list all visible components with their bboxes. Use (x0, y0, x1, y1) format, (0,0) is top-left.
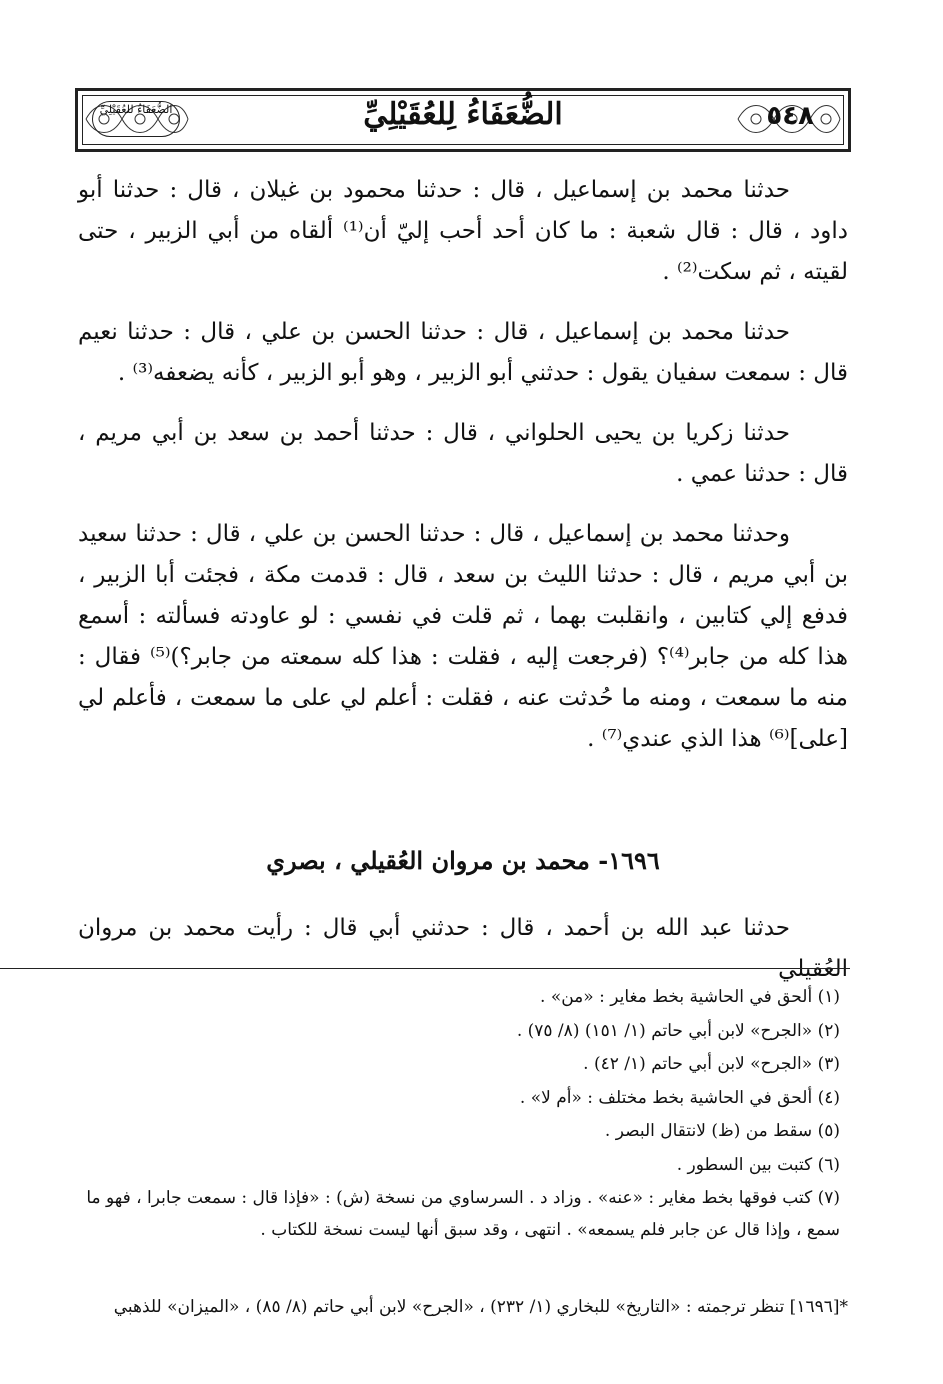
book-title: الضُّعَفَاءُ لِلعُقَيْلِيِّ (363, 97, 563, 132)
main-text (78, 170, 848, 779)
footnote-divider (0, 968, 850, 969)
biography-note: *[١٦٩٦] تنظر ترجمته : «التاريخ» للبخاري (١/ ٢٣٢) ، «الجرح» لابن أبي حاتم (٨/ ٨٥) ، «الميزان» للذهبي (113, 1297, 848, 1317)
page-number: ٥٤٨ (766, 101, 814, 131)
entry-heading: ١٦٩٦- محمد بن مروان العُقيلي ، بصري (266, 846, 660, 875)
footnote-2: (٢) «الجرح» لابن أبي حاتم (١/ ١٥١) (٨/ ٧٥) . (516, 1020, 840, 1041)
footnote-7: (٧) كتب فوقها بخط مغاير : «عنه» . وزاد د . السرساوي من نسخة (ش) : «فإذا قال : سمعت جابرا ، فهو ما سمع ، وإذا قال عن جابر فلم يسمعه» . انتهى ، وقد سبق أنها ليست نسخة للكتاب . (86, 1188, 840, 1240)
footnote-5: (٥) سقط من (ظ) لانتقال البصر . (604, 1121, 840, 1141)
footnotes (78, 982, 848, 1248)
paragraph-2: حدثنا محمد بن إسماعيل ، قال : حدثنا الحسن بن علي ، قال : حدثنا نعيم قال : سمعت سفيان يقول : حدثني أبو الزبير ، وهو أبو الزبير ، كأنه يضعفه⁽³⁾ . (78, 319, 848, 386)
series-badge: الضُّعَفَاءُ للعُقَيْلِيِّ (92, 101, 180, 137)
page-header (75, 88, 851, 152)
entry-paragraph: حدثنا عبد الله بن أحمد ، قال : حدثني أبي قال : رأيت محمد بن مروان العُقيلي (78, 915, 848, 982)
footnote-3: (٣) «الجرح» لابن أبي حاتم (١/ ٤٢) . (583, 1054, 840, 1074)
paragraph-3: حدثنا زكريا بن يحيى الحلواني ، قال : حدثنا أحمد بن سعد بن أبي مريم ، قال : حدثنا عمي . (78, 420, 848, 487)
footnote-1: (١) ألحق في الحاشية بخط مغاير : «من» . (540, 987, 840, 1007)
paragraph-4: وحدثنا محمد بن إسماعيل ، قال : حدثنا الحسن بن علي ، قال : حدثنا سعيد بن أبي مريم ، قال : حدثنا الليث بن سعد ، قال : قدمت مكة ، فجئت أبا الزبير ، فدفع إلي كتابين ، وانقلبت بهما ، ثم قلت في نفسي : لو عاودته فسألته : أسمع هذا كله من جابر⁽⁴⁾؟ (فرجعت إليه ، فقلت : هذا كله سمعته من جابر؟)⁽⁵⁾ فقال : منه ما سمعت ، ومنه ما حُدثت عنه ، فقلت : أعلم لي على ما سمعت ، فأعلم لي [على]⁽⁶⁾ هذا الذي عندي⁽⁷⁾ . (78, 521, 849, 752)
footnote-4: (٤) ألحق في الحاشية بخط مختلف : «أم لا» . (519, 1087, 840, 1108)
footnote-6: (٦) كتبت بين السطور . (676, 1154, 840, 1175)
paragraph-1: حدثنا محمد بن إسماعيل ، قال : حدثنا محمود بن غيلان ، قال : حدثنا أبو داود ، قال : قال شعبة : ما كان أحد أحب إليّ أن⁽¹⁾ ألقاه من أبي الزبير ، حتى لقيته ، ثم سكت⁽²⁾ . (78, 177, 848, 285)
